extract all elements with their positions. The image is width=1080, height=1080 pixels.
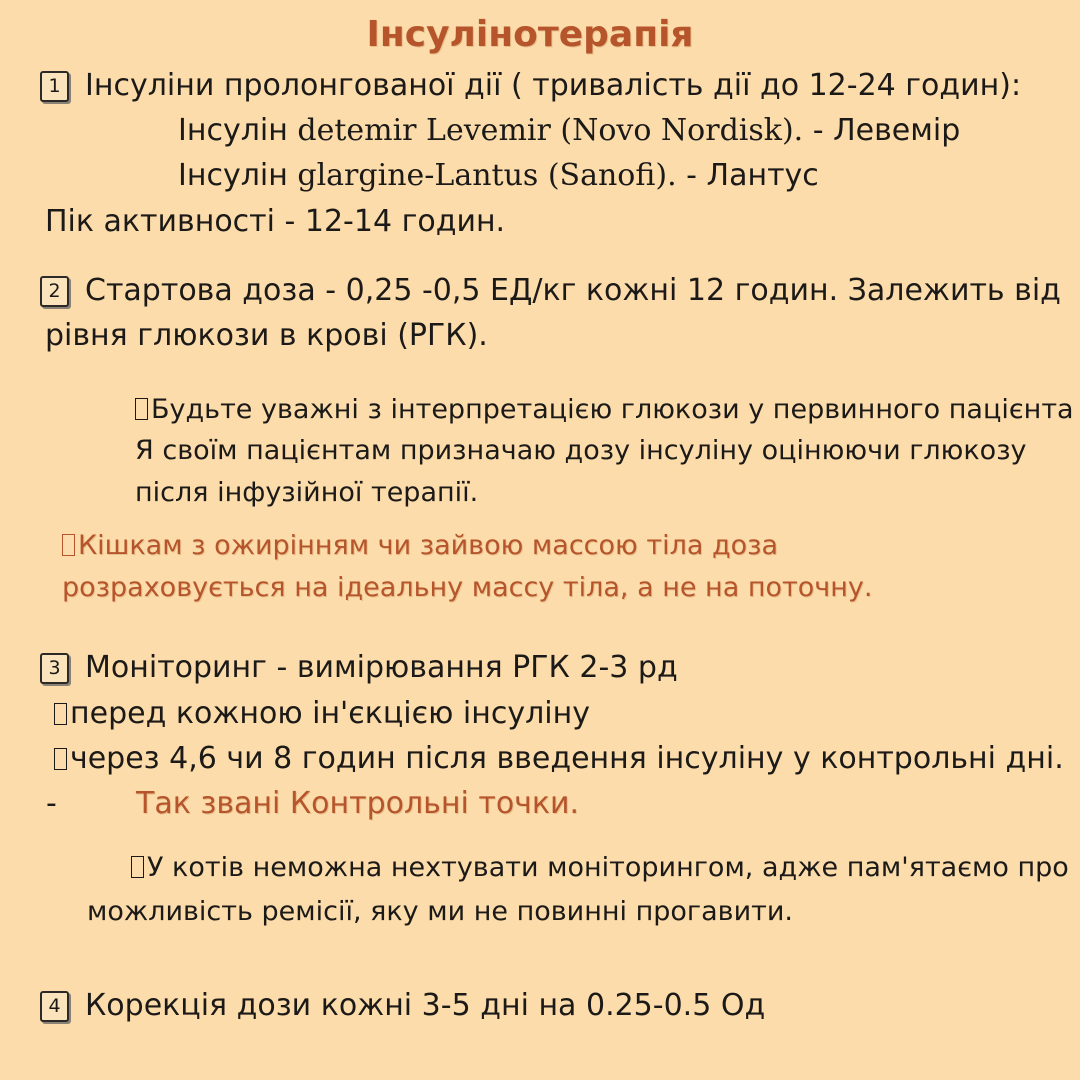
- warning-obesity-text-1: Кішкам з ожирінням чи зайвою массою тіла доза: [78, 530, 779, 561]
- number-3-icon: 3: [40, 653, 69, 684]
- peak-activity-text: Пік активності - 12-14 годин.: [45, 204, 506, 239]
- insulin-detemir-prefix: Інсулін: [178, 113, 298, 148]
- number-1-icon: 1: [40, 71, 69, 102]
- monitoring-bullet-2: [54, 741, 1064, 776]
- section-3-heading: [40, 650, 678, 685]
- note-monitoring-text-1: У котів неможна нехтувати моніторингом, адже пам'ятаємо про: [147, 852, 1069, 883]
- section-2-line-1: Стартова доза - 0,25 -0,5 ЕД/кг кожні 12 годин. Залежить від: [85, 273, 1061, 308]
- insulin-glargine-prefix: Інсулін: [178, 158, 298, 193]
- insulin-glargine-name: glargine-Lantus (Sanofi).: [297, 158, 677, 193]
- insulin-glargine-line: [178, 158, 819, 193]
- bullet-box-icon: [135, 398, 148, 420]
- note-monitoring-line-1: [131, 852, 1069, 883]
- bullet-box-icon: [54, 748, 67, 770]
- number-2-icon: 2: [40, 276, 69, 307]
- bullet-box-icon: [131, 856, 144, 878]
- note-dose-line-2: після інфузійної терапії.: [135, 477, 479, 508]
- note-monitoring-line-2: можливість ремісії, яку ми не повинні прогавити.: [87, 896, 793, 927]
- bullet-box-icon: [62, 534, 75, 556]
- section-3-heading-text: Моніторинг - вимірювання РГК 2-3 рд: [85, 650, 678, 685]
- section-2-heading: [40, 273, 1061, 308]
- insulin-detemir-suffix: - Левемір: [803, 113, 961, 148]
- section-2-line-2: рівня глюкози в крові (РГК).: [45, 318, 488, 353]
- control-points-text: Так звані Контрольні точки.: [136, 786, 580, 821]
- warning-obesity-line-1: [62, 530, 778, 561]
- page-title: Інсулінотерапія: [366, 14, 694, 55]
- monitoring-bullet-1-text: перед кожною ін'єкцією інсуліну: [70, 696, 590, 731]
- number-4-icon: 4: [40, 991, 69, 1022]
- dash-marker: -: [46, 786, 57, 821]
- section-4-heading: [40, 988, 765, 1023]
- note-initial-glucose: [135, 394, 1074, 425]
- monitoring-bullet-1: [54, 696, 590, 731]
- bullet-box-icon: [54, 703, 67, 725]
- note-initial-glucose-text: Будьте уважні з інтерпретацією глюкози у первинного пацієнта: [151, 394, 1074, 425]
- monitoring-bullet-2-text: через 4,6 чи 8 годин після введення інсуліну у контрольні дні.: [70, 741, 1064, 776]
- insulin-detemir-line: [178, 113, 960, 148]
- section-1-heading-text: Інсуліни пролонгованої дії ( тривалість дії до 12-24 годин):: [85, 68, 1022, 103]
- insulin-glargine-suffix: - Лантус: [676, 158, 819, 193]
- insulin-detemir-name: detemir Levemir (Novo Nordisk).: [297, 113, 804, 148]
- note-dose-line-1: Я своїм пацієнтам призначаю дозу інсуліну оцінюючи глюкозу: [135, 435, 1027, 466]
- section-1-heading: [40, 68, 1021, 103]
- warning-obesity-line-2: розраховується на ідеальну массу тіла, а не на поточну.: [62, 572, 873, 603]
- section-4-heading-text: Корекція дози кожні 3-5 дні на 0.25-0.5 Од: [85, 988, 766, 1023]
